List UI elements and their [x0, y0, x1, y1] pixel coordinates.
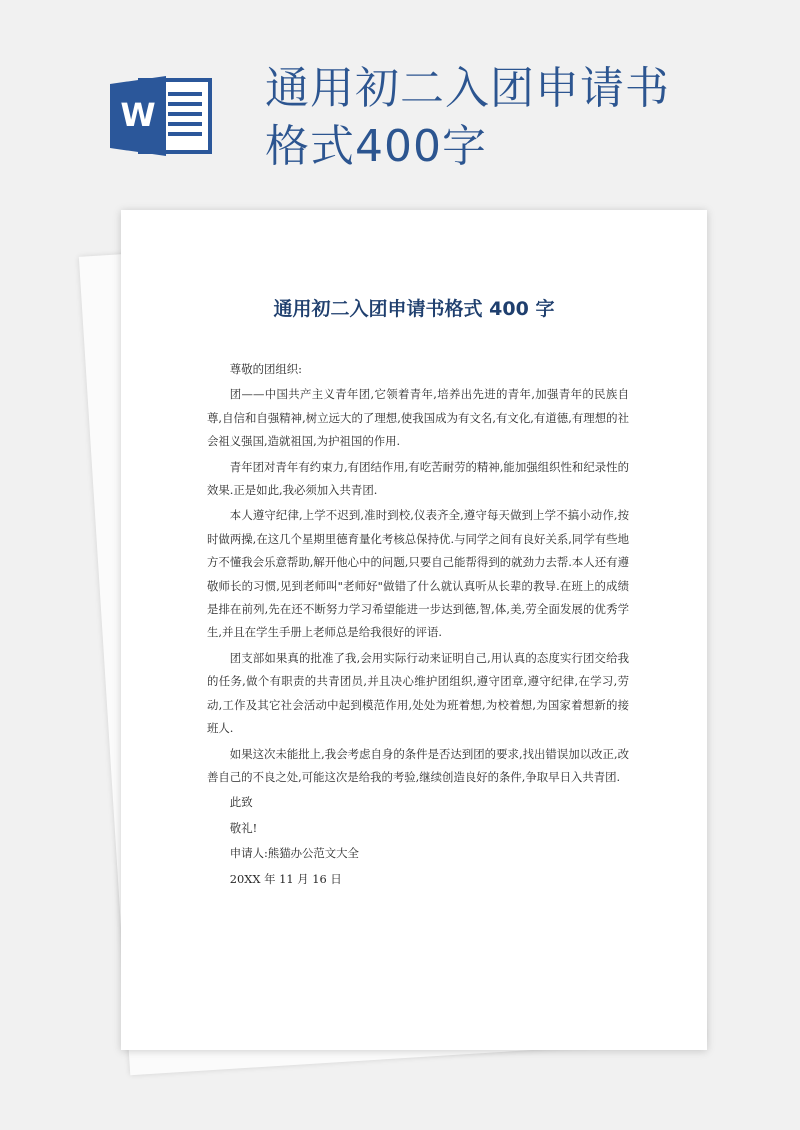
document-body — [207, 358, 629, 893]
date-line: 20XX 年 11 月 16 日 — [229, 871, 342, 886]
applicant-line: 申请人:熊猫办公范文大全 — [229, 846, 359, 861]
document-page — [121, 210, 707, 1050]
closing-line: 此致 — [229, 795, 253, 810]
body-paragraph: 团支部如果真的批准了我,会用实际行动来证明自己,用认真的态度实行团交给我的任务,做个有职责的共青团员,并且决心维护团组织,遵守团章,遵守纪律,在学习,劳动,工作及其它社会活动中起到模范作用,处处为班着想,为校着想,为国家着想新的接班人. — [207, 650, 629, 736]
closing-salute: 敬礼! — [229, 820, 258, 835]
word-document-icon — [110, 76, 214, 156]
body-paragraph: 青年团对青年有约束力,有团结作用,有吃苦耐劳的精神,能加强组织性和纪录性的效果.正是如此,我必须加入共青团. — [207, 459, 629, 498]
body-paragraph: 团——中国共产主义青年团,它领着青年,培养出先进的青年,加强青年的民族自尊,自信和自强精神,树立远大的了理想,使我国成为有文名,有文化,有道德,有理想的社会祖义强国,造就祖国,为护祖国的作用. — [207, 387, 629, 449]
document-title: 通用初二入团申请书格式 400 字 — [273, 298, 555, 320]
salutation: 尊敬的团组织: — [229, 362, 302, 376]
header — [0, 0, 800, 200]
body-paragraph: 本人遵守纪律,上学不迟到,准时到校,仪表齐全,遵守每天做到上学不搞小动作,按时做两操,在这几个星期里德育量化考核总保持优.与同学之间有良好关系,同学有些地方不懂我会乐意帮助,解开他心中的问题,只要自己能帮得到的就劲力去帮.本人还有遵敬师长的习惯,见到老师叫"老师好"做错了什么就认真听从长辈的教导.在班上的成绩是排在前列,先在还不断努力学习希望能进一步达到德,智,体,美,劳全面发展的优秀学生,并且在学生手册上老师总是给我很好的评语. — [207, 508, 629, 640]
page-heading: 通用初二入团申请书格式400字 — [265, 63, 670, 172]
body-paragraph: 如果这次未能批上,我会考虑自身的条件是否达到团的要求,找出错误加以改正,改善自己的不良之处,可能这次是给我的考验,继续创造良好的条件,争取早日入共青团. — [207, 746, 629, 784]
svg-text:W: W — [120, 96, 156, 134]
